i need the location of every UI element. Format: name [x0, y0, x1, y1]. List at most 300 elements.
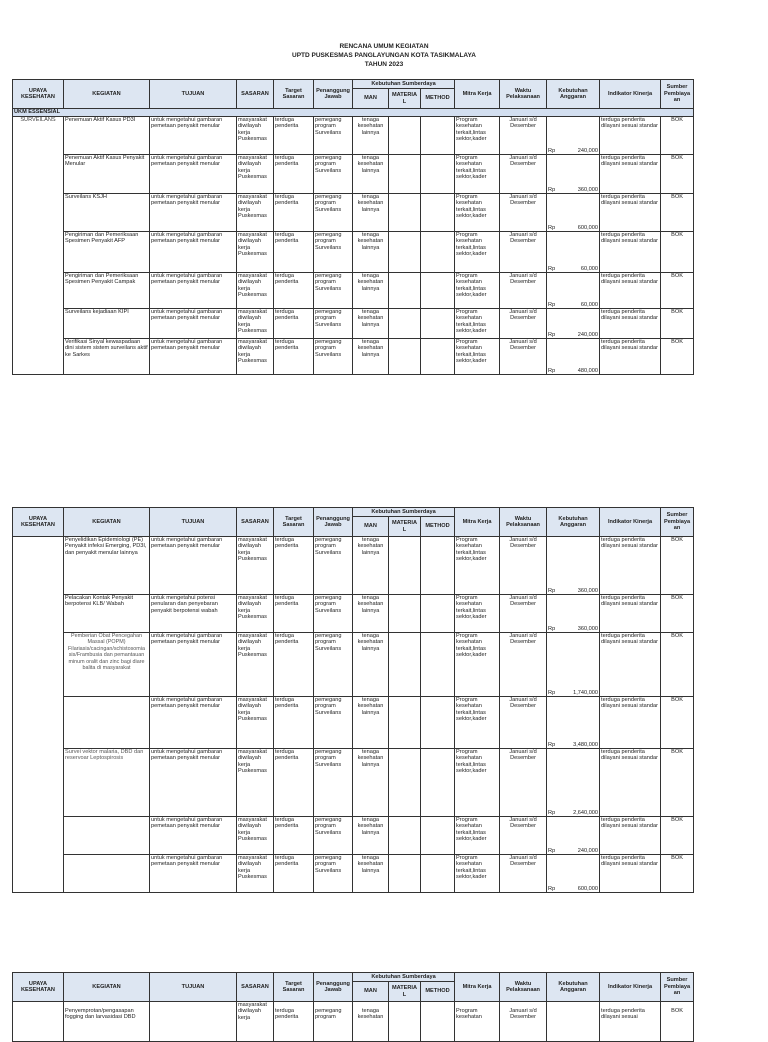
sumber-cell [661, 273, 694, 309]
penanggung-cell [314, 595, 353, 633]
material-cell [389, 817, 421, 855]
header-material: MATERIA L [389, 982, 421, 1002]
currency-label: Rp [548, 186, 556, 193]
mitra-text: Program kesehatan terkait,lintas sektor,kader [456, 817, 487, 843]
target-cell [274, 855, 314, 893]
kegiatan-text: Verifikasi Sinyal kewaspadaan dini sistem sistem surveilans aktif ke Sarkes [65, 339, 148, 358]
target-cell [274, 117, 314, 155]
man-cell [353, 273, 389, 309]
header-kegiatan: KEGIATAN [64, 80, 150, 109]
indikator-cell [600, 232, 661, 273]
header-penanggung: Penanggung Jawab [314, 973, 353, 1002]
waktu-text: Januari s/d Desember [509, 855, 537, 868]
target-cell [274, 232, 314, 273]
target-cell [274, 817, 314, 855]
header-man: MAN [353, 982, 389, 1002]
sumber-text: BOK [671, 117, 683, 123]
sumber-text: BOK [671, 855, 683, 861]
table-row [13, 309, 694, 339]
method-cell [421, 697, 455, 749]
table-row [13, 817, 694, 855]
penanggung-text: pemegang program Surveilans [315, 339, 342, 358]
tujuan-text: untuk mengetahui gambaran pemetaan penyakit menular [151, 697, 223, 710]
tujuan-cell [150, 855, 237, 893]
header-method: METHOD [421, 517, 455, 537]
sumber-cell [661, 194, 694, 232]
sumber-text: BOK [671, 155, 683, 161]
waktu-text: Januari s/d Desember [509, 155, 537, 168]
target-text: terduga penderita [275, 537, 299, 550]
sasaran-text: masyarakat diwilayah kerja Puskesmas [238, 194, 267, 220]
kegiatan-cell [64, 194, 150, 232]
mitra-text: Program kesehatan terkait,lintas sektor,kader [456, 595, 487, 621]
mitra-cell [455, 194, 500, 232]
penanggung-text: pemegang program Surveilans [315, 817, 342, 836]
indikator-cell [600, 855, 661, 893]
penanggung-text: pemegang program Surveilans [315, 194, 342, 213]
currency-label: Rp [548, 847, 556, 854]
amount-value: 2,640,000 [573, 809, 599, 816]
mitra-cell [455, 749, 500, 817]
kegiatan-cell: Penyemprotan/pengasapan fogging dan larvasidasi DBD [64, 1002, 150, 1042]
waktu-cell [500, 633, 547, 697]
header-anggaran: Kebutuhan Anggaran [547, 508, 600, 537]
man-cell [353, 633, 389, 697]
header-target: Target Sasaran [274, 80, 314, 109]
method-cell [421, 595, 455, 633]
penanggung-text: pemegang program Surveilans [315, 855, 342, 874]
man-text: tenaga kesehatan lainnya [357, 633, 384, 652]
mitra-text: Program kesehatan terkait,lintas sektor,kader [456, 749, 487, 775]
mitra-text: Program kesehatan terkait,lintas sektor,kader [456, 537, 487, 563]
indikator-text: terduga penderita dilayani sesuai standar [601, 117, 658, 130]
sumber-text: BOK [671, 309, 683, 315]
penanggung-cell [314, 194, 353, 232]
target-text: terduga penderita [275, 817, 299, 830]
sumber-text: BOK [671, 537, 683, 543]
table-row [13, 155, 694, 194]
penanggung-cell [314, 817, 353, 855]
tujuan-cell [150, 117, 237, 155]
amount-value: 60,000 [580, 301, 599, 308]
sasaran-cell [237, 817, 274, 855]
man-cell [353, 194, 389, 232]
tujuan-text: untuk mengetahui gambaran pemetaan penyakit menular [151, 232, 223, 245]
table-header [13, 508, 694, 537]
header-target: Target Sasaran [274, 508, 314, 537]
sasaran-cell [237, 339, 274, 375]
material-cell [389, 155, 421, 194]
waktu-text: Januari s/d Desember [509, 697, 537, 710]
indikator-cell [600, 817, 661, 855]
mitra-text: Program kesehatan terkait,lintas sektor,kader [456, 697, 487, 723]
mitra-cell: Program kesehatan [455, 1002, 500, 1042]
penanggung-cell [314, 633, 353, 697]
target-cell [274, 194, 314, 232]
indikator-cell: terduga penderita dilayani sesuai [600, 1002, 661, 1042]
kegiatan-text: Penemuan Aktif Kasus PD3I [65, 117, 136, 123]
material-cell [389, 633, 421, 697]
indikator-cell [600, 595, 661, 633]
currency-label: Rp [548, 689, 556, 696]
kegiatan-cell [64, 855, 150, 893]
man-text: tenaga kesehatan lainnya [357, 595, 384, 614]
header-sumber: Sumber Pembiaya an [661, 80, 694, 109]
table-row [13, 633, 694, 697]
mitra-cell [455, 232, 500, 273]
tujuan-cell [150, 232, 237, 273]
currency-label: Rp [548, 301, 556, 308]
table-row [13, 697, 694, 749]
sumber-cell [661, 537, 694, 595]
target-text: terduga penderita [275, 117, 299, 130]
sumber-text: BOK [671, 595, 683, 601]
mitra-text: Program kesehatan terkait,lintas sektor,kader [456, 309, 487, 335]
upaya-cell [13, 117, 64, 375]
indikator-cell [600, 155, 661, 194]
kegiatan-text: Surveilans kejadiaan KIPI [65, 309, 129, 315]
method-cell [421, 749, 455, 817]
target-text: terduga penderita [275, 309, 299, 322]
kegiatan-cell [64, 595, 150, 633]
sasaran-cell [237, 232, 274, 273]
tujuan-cell [150, 697, 237, 749]
header-kebutuhan: Kebutuhan Sumberdaya [353, 973, 455, 982]
indikator-text: terduga penderita dilayani sesuai standar [601, 697, 658, 710]
indikator-cell [600, 633, 661, 697]
target-cell [274, 273, 314, 309]
anggaran-cell [547, 697, 600, 749]
mitra-cell [455, 697, 500, 749]
sasaran-text: masyarakat diwilayah kerja Puskesmas [238, 339, 267, 365]
mitra-cell [455, 155, 500, 194]
amount-value: 360,000 [577, 186, 599, 193]
penanggung-cell [314, 697, 353, 749]
indikator-text: terduga penderita dilayani sesuai standar [601, 232, 658, 245]
target-cell [274, 339, 314, 375]
tujuan-text: untuk mengetahui gambaran pemetaan penyakit menular [151, 309, 223, 322]
waktu-text: Januari s/d Desember [509, 339, 537, 352]
tujuan-cell [150, 595, 237, 633]
table-row [13, 1002, 694, 1042]
sumber-cell [661, 117, 694, 155]
penanggung-text: pemegang program Surveilans [315, 232, 342, 251]
man-text: tenaga kesehatan lainnya [357, 749, 384, 768]
penanggung-text: pemegang program Surveilans [315, 537, 342, 556]
method-cell [421, 537, 455, 595]
tujuan-text: untuk mengetahui gambaran pemetaan penyakit menular [151, 633, 223, 646]
kegiatan-cell [64, 749, 150, 817]
activity-table-page-3 [12, 972, 694, 1042]
sasaran-cell [237, 117, 274, 155]
mitra-cell [455, 595, 500, 633]
kegiatan-text: Surveilans KSJH [65, 194, 107, 200]
currency-label: Rp [548, 331, 556, 338]
amount-value: 600,000 [577, 885, 599, 892]
material-cell [389, 595, 421, 633]
header-indikator: Indikator Kinerja [600, 80, 661, 109]
sasaran-cell [237, 309, 274, 339]
kegiatan-text: Pemberian Obat Pencegahan Massal (POPM) Filariasis/cacingan/schistosomia sis/Frambusia dan pemantauan minum oralit dan zinc bagi diare balita di masyarakat [68, 633, 145, 672]
waktu-cell [500, 273, 547, 309]
indikator-cell [600, 117, 661, 155]
anggaran-cell [547, 749, 600, 817]
indikator-cell [600, 309, 661, 339]
sumber-cell [661, 749, 694, 817]
mitra-cell [455, 339, 500, 375]
sasaran-text: masyarakat diwilayah kerja Puskesmas [238, 232, 267, 258]
waktu-cell [500, 855, 547, 893]
tujuan-cell [150, 273, 237, 309]
header-tujuan: TUJUAN [150, 508, 237, 537]
header-kegiatan: KEGIATAN [64, 508, 150, 537]
amount-value: 1,740,000 [573, 689, 599, 696]
mitra-cell [455, 537, 500, 595]
amount-value: 240,000 [577, 147, 599, 154]
sasaran-cell: masyarakat diwilayah kerja [237, 1002, 274, 1042]
mitra-text: Program kesehatan terkait,lintas sektor,kader [456, 155, 487, 181]
waktu-text: Januari s/d Desember [509, 749, 537, 762]
man-cell [353, 855, 389, 893]
tujuan-text: untuk mengetahui gambaran pemetaan penyakit menular [151, 117, 223, 130]
header-sumber: Sumber Pembiaya an [661, 973, 694, 1002]
tujuan-cell [150, 155, 237, 194]
penanggung-text: pemegang program Surveilans [315, 697, 342, 716]
currency-label: Rp [548, 625, 556, 632]
target-text: terduga penderita [275, 749, 299, 762]
penanggung-text: pemegang program Surveilans [315, 749, 342, 768]
tujuan-cell [150, 537, 237, 595]
header-penanggung: Penanggung Jawab [314, 80, 353, 109]
anggaran-cell [547, 273, 600, 309]
target-text: terduga penderita [275, 595, 299, 608]
header-mitra: Mitra Kerja [455, 80, 500, 109]
material-cell [389, 194, 421, 232]
anggaran-cell [547, 537, 600, 595]
method-cell [421, 817, 455, 855]
target-cell [274, 697, 314, 749]
material-cell [389, 855, 421, 893]
target-text: terduga penderita [275, 339, 299, 352]
currency-label: Rp [548, 224, 556, 231]
mitra-text: Program kesehatan terkait,lintas sektor,kader [456, 339, 487, 365]
header-man: MAN [353, 89, 389, 109]
waktu-text: Januari s/d Desember [509, 537, 537, 550]
penanggung-cell [314, 855, 353, 893]
sumber-cell [661, 155, 694, 194]
sasaran-cell [237, 749, 274, 817]
sumber-cell [661, 817, 694, 855]
sumber-text: BOK [671, 339, 683, 345]
sasaran-cell [237, 194, 274, 232]
waktu-cell [500, 117, 547, 155]
header-indikator: Indikator Kinerja [600, 973, 661, 1002]
penanggung-cell [314, 749, 353, 817]
target-cell [274, 309, 314, 339]
document-subtitle: UPTD PUSKESMAS PANGLAYUNGAN KOTA TASIKMALAYA [292, 52, 476, 59]
indikator-text: terduga penderita dilayani sesuai standar [601, 194, 658, 207]
anggaran-cell [547, 232, 600, 273]
waktu-text: Januari s/d Desember [509, 633, 537, 646]
material-cell [389, 232, 421, 273]
kegiatan-text: Pengiriman dan Pemeriksaan Spesimen Penyakit Campak [65, 273, 139, 286]
section-surveilans: SURVEILANS [20, 117, 56, 123]
sasaran-cell [237, 633, 274, 697]
indikator-text: terduga penderita dilayani sesuai standar [601, 749, 658, 762]
waktu-text: Januari s/d Desember [509, 595, 537, 608]
target-cell [274, 749, 314, 817]
sumber-text: BOK [671, 817, 683, 823]
target-text: terduga penderita [275, 855, 299, 868]
tujuan-text: untuk mengetahui gambaran pemetaan penyakit menular [151, 749, 223, 762]
penanggung-cell [314, 155, 353, 194]
sasaran-text: masyarakat diwilayah kerja Puskesmas [238, 537, 267, 563]
header-sasaran: SASARAN [237, 973, 274, 1002]
waktu-text: Januari s/d Desember [509, 194, 537, 207]
tujuan-cell [150, 817, 237, 855]
waktu-text: Januari s/d Desember [509, 232, 537, 245]
header-indikator: Indikator Kinerja [600, 508, 661, 537]
currency-label: Rp [548, 885, 556, 892]
waktu-cell [500, 697, 547, 749]
section-ukm-essensial: UKM ESSENSIAL [13, 109, 694, 117]
method-cell [421, 273, 455, 309]
waktu-text: Januari s/d Desember [509, 117, 537, 130]
man-cell [353, 537, 389, 595]
tujuan-text: untuk mengetahui gambaran pemetaan penyakit menular [151, 339, 223, 352]
indikator-cell [600, 537, 661, 595]
anggaran-cell [547, 309, 600, 339]
currency-label: Rp [548, 587, 556, 594]
currency-label: Rp [548, 809, 556, 816]
table-row [13, 117, 694, 155]
method-cell [421, 855, 455, 893]
penanggung-text: pemegang program Surveilans [315, 309, 342, 328]
sumber-text: BOK [671, 194, 683, 200]
man-cell [353, 117, 389, 155]
man-cell [353, 232, 389, 273]
method-cell [421, 1002, 455, 1042]
header-waktu: Waktu Pelaksanaan [500, 80, 547, 109]
man-cell [353, 595, 389, 633]
man-text: tenaga kesehatan lainnya [357, 273, 384, 292]
waktu-cell [500, 537, 547, 595]
anggaran-cell [547, 339, 600, 375]
anggaran-cell [547, 1002, 600, 1042]
sasaran-text: masyarakat diwilayah kerja Puskesmas [238, 749, 267, 775]
kegiatan-cell [64, 697, 150, 749]
header-kegiatan: KEGIATAN [64, 973, 150, 1002]
man-text: tenaga kesehatan lainnya [357, 855, 384, 874]
activity-table-page-2 [12, 507, 694, 893]
anggaran-cell [547, 595, 600, 633]
penanggung-text: pemegang program Surveilans [315, 155, 342, 174]
tujuan-cell [150, 309, 237, 339]
target-text: terduga penderita [275, 273, 299, 286]
target-text: terduga penderita [275, 232, 299, 245]
table-row [13, 339, 694, 375]
anggaran-cell [547, 855, 600, 893]
penanggung-text: pemegang program Surveilans [315, 273, 342, 292]
penanggung-cell [314, 117, 353, 155]
table-row [13, 232, 694, 273]
indikator-text: terduga penderita dilayani sesuai standar [601, 537, 658, 550]
indikator-text: terduga penderita dilayani sesuai standar [601, 595, 658, 608]
waktu-text: Januari s/d Desember [509, 309, 537, 322]
tujuan-cell [150, 749, 237, 817]
man-text: tenaga kesehatan lainnya [357, 817, 384, 836]
anggaran-cell [547, 633, 600, 697]
kegiatan-cell [64, 155, 150, 194]
anggaran-cell [547, 194, 600, 232]
man-cell [353, 155, 389, 194]
method-cell [421, 339, 455, 375]
target-cell [274, 537, 314, 595]
header-upaya: UPAYA KESEHATAN [13, 973, 64, 1002]
header-kebutuhan: Kebutuhan Sumberdaya [353, 508, 455, 517]
material-cell [389, 117, 421, 155]
table-row [13, 273, 694, 309]
material-cell [389, 697, 421, 749]
sasaran-text: masyarakat diwilayah kerja Puskesmas [238, 117, 267, 143]
penanggung-cell [314, 309, 353, 339]
target-text: terduga penderita [275, 633, 299, 646]
table-header [13, 80, 694, 109]
kegiatan-text: Pengiriman dan Pemeriksaan Spesimen Penyakit AFP [65, 232, 139, 245]
table-row [13, 194, 694, 232]
sumber-text: BOK [671, 273, 683, 279]
waktu-text: Januari s/d Desember [509, 817, 537, 830]
man-text: tenaga kesehatan lainnya [357, 232, 384, 251]
target-text: terduga penderita [275, 194, 299, 207]
target-text: terduga penderita [275, 697, 299, 710]
penanggung-text: pemegang program Surveilans [315, 595, 342, 614]
amount-value: 240,000 [577, 331, 599, 338]
material-cell [389, 537, 421, 595]
kegiatan-text: Survei vektor malaria, DBD dan reservoar Leptospirosis [65, 749, 144, 762]
header-waktu: Waktu Pelaksanaan [500, 508, 547, 537]
mitra-cell [455, 273, 500, 309]
waktu-cell [500, 155, 547, 194]
waktu-cell [500, 309, 547, 339]
man-text: tenaga kesehatan lainnya [357, 155, 384, 174]
sumber-text: BOK [671, 633, 683, 639]
kegiatan-cell [64, 117, 150, 155]
amount-value: 360,000 [577, 625, 599, 632]
sasaran-text: masyarakat diwilayah kerja Puskesmas [238, 855, 267, 881]
penanggung-text: pemegang program Surveilans [315, 633, 342, 652]
indikator-text: terduga penderita dilayani sesuai standar [601, 817, 658, 830]
waktu-cell: Januari s/d Desember [500, 1002, 547, 1042]
sasaran-cell [237, 537, 274, 595]
kegiatan-text: Pelacakan Kontak Penyakit berpotensi KLB/ Wabah [65, 595, 134, 608]
sasaran-cell [237, 697, 274, 749]
waktu-cell [500, 194, 547, 232]
mitra-text: Program kesehatan terkait,lintas sektor,kader [456, 117, 487, 143]
header-sumber: Sumber Pembiaya an [661, 508, 694, 537]
header-kebutuhan: Kebutuhan Sumberdaya [353, 80, 455, 89]
header-method: METHOD [421, 89, 455, 109]
mitra-cell [455, 633, 500, 697]
kegiatan-cell [64, 273, 150, 309]
amount-value: 3,480,000 [573, 741, 599, 748]
amount-value: 480,000 [577, 367, 599, 374]
target-cell [274, 595, 314, 633]
indikator-cell [600, 339, 661, 375]
kegiatan-text: Penemuan Aktif Kasus Penyakit Menular [65, 155, 145, 168]
anggaran-cell [547, 117, 600, 155]
target-cell [274, 155, 314, 194]
